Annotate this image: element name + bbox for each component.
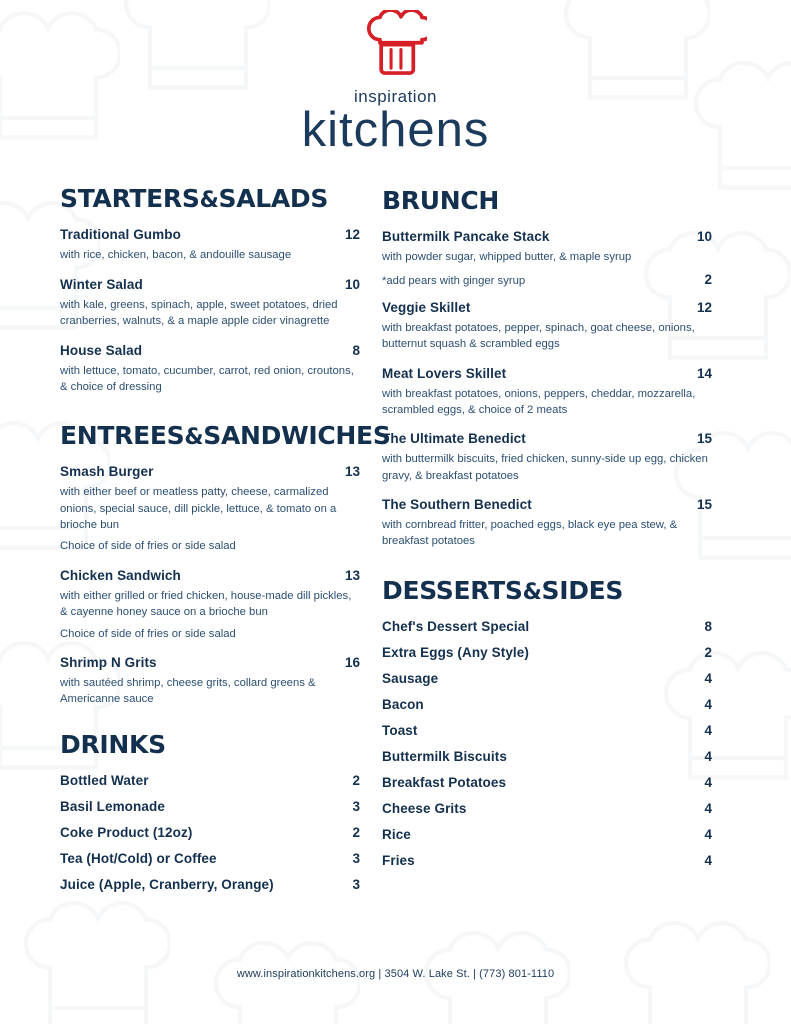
menu-item	[60, 825, 360, 840]
menu-item-price: 4	[704, 826, 712, 842]
menu-item-name: Meat Lovers Skillet	[382, 365, 507, 381]
section-title-entrees	[60, 421, 391, 451]
menu-item	[382, 497, 712, 550]
menu-item-name: The Ultimate Benedict	[382, 431, 526, 447]
brand-name: inspiration	[354, 87, 437, 106]
menu-item-price: 4	[704, 800, 712, 816]
ampersand: &	[522, 579, 542, 605]
menu-item-price: 13	[344, 464, 360, 480]
section-title-desserts-main: DESSERTS	[382, 575, 523, 605]
menu-item-price: 4	[704, 852, 712, 868]
menu-item-name: Shrimp N Grits	[60, 654, 157, 670]
menu-item-name: Buttermilk Pancake Stack	[382, 229, 550, 245]
footer-contact: www.inspirationkitchens.org | 3504 W. Lake St. | (773) 801-1110	[236, 968, 555, 980]
section-title-starters-main: STARTERS	[60, 184, 200, 214]
menu-item-description: with buttermilk biscuits, fried chicken, sunny-side up egg, chicken gravy, & breakfast potatoes	[382, 453, 708, 482]
menu-item-row	[382, 300, 712, 315]
menu-item-name: Rice	[382, 826, 411, 842]
menu-item	[382, 749, 712, 764]
menu-item-price: 4	[704, 774, 712, 790]
menu-item-price: 4	[704, 670, 712, 686]
menu-item-description: with either grilled or fried chicken, house-made dill pickles, & cayenne honey sauce on a brioche bun	[60, 589, 352, 619]
menu-item-row	[60, 227, 360, 242]
menu-item	[60, 227, 360, 263]
menu-item-name: Toast	[382, 722, 418, 738]
menu-item-price: 14	[696, 365, 712, 381]
menu-item	[60, 568, 360, 642]
menu-item-row	[382, 366, 712, 381]
menu-item-description: with either beef or meatless patty, cheese, carmalized onions, special sauce, dill pickle, lettuce, & tomato on a brioche bun	[60, 486, 337, 532]
menu-item-price: 12	[344, 227, 360, 243]
menu-item-price: 3	[352, 850, 360, 866]
menu-item-row	[60, 655, 360, 670]
menu-item	[382, 723, 712, 738]
menu-item	[382, 229, 712, 286]
section-title-desserts-sub: SIDES	[541, 575, 624, 605]
section-title-entrees-sub: SANDWICHES	[203, 421, 391, 451]
menu-item-name: Bottled Water	[60, 772, 149, 788]
menu-columns	[0, 156, 791, 902]
menu-item-price: 15	[696, 497, 712, 513]
menu-item	[382, 697, 712, 712]
menu-item-name: Breakfast Potatoes	[382, 774, 507, 790]
menu-item	[60, 773, 360, 788]
menu-item	[60, 799, 360, 814]
menu-item-price: 15	[696, 431, 712, 447]
menu-item-name: Coke Product (12oz)	[60, 824, 193, 840]
menu-item	[382, 775, 712, 790]
menu-item-note: Choice of side of fries or side salad	[60, 627, 236, 640]
menu-item	[382, 827, 712, 842]
menu-item-name: Buttermilk Biscuits	[382, 748, 507, 764]
menu-item-price: 10	[344, 276, 360, 292]
ampersand: &	[199, 188, 219, 214]
menu-item-price: 2	[352, 772, 360, 788]
menu-item	[60, 343, 360, 396]
menu-item-row	[60, 464, 360, 479]
menu-item	[382, 431, 712, 484]
brand-wordmark: kitchens	[301, 103, 490, 157]
menu-item-description: with lettuce, tomato, cucumber, carrot, red onion, croutons, & choice of dressing	[60, 364, 354, 393]
menu-column-left	[60, 184, 391, 902]
menu-item-price: 2	[704, 644, 712, 660]
menu-item-name: Bacon	[382, 696, 424, 712]
menu-item	[382, 853, 712, 868]
menu-item-name: Basil Lemonade	[60, 798, 165, 814]
section-title-desserts	[382, 576, 712, 605]
menu-item-price: 4	[704, 722, 712, 738]
chef-hat-logo-icon	[365, 10, 427, 83]
menu-item	[60, 851, 360, 866]
menu-item-price: 2	[352, 824, 360, 840]
menu-item-description: with breakfast potatoes, pepper, spinach, goat cheese, onions, butternut squash & scrambled eggs	[382, 321, 695, 351]
menu-item-name: Smash Burger	[60, 464, 154, 480]
brand-header	[0, 0, 791, 156]
menu-item	[60, 877, 360, 892]
menu-item-description: with kale, greens, spinach, apple, sweet potatoes, dried cranberries, walnuts, & a maple apple cider vinagrette	[60, 298, 338, 328]
menu-item	[382, 619, 712, 634]
menu-item-note: Choice of side of fries or side salad	[60, 540, 236, 553]
menu-item-row	[60, 568, 360, 583]
menu-item-row	[382, 229, 712, 244]
menu-item-description: with powder sugar, whipped butter, & maple syrup	[382, 251, 632, 264]
menu-item-price: 10	[696, 229, 712, 245]
menu-item-name: House Salad	[60, 342, 143, 358]
menu-item-name: Chicken Sandwich	[60, 567, 181, 583]
ampersand: &	[184, 425, 204, 451]
menu-item-row	[60, 277, 360, 292]
menu-item-row	[382, 431, 712, 446]
menu-item-price: 3	[352, 876, 360, 892]
menu-item-addon-row	[382, 272, 712, 287]
menu-item-price: 8	[352, 342, 360, 358]
menu-item-name: Cheese Grits	[382, 800, 467, 816]
menu-item-row	[382, 497, 712, 512]
menu-item-description: with breakfast potatoes, onions, peppers, cheddar, mozzarella, scrambled eggs, & choice of 2 meats	[382, 387, 696, 416]
menu-item-price: 12	[696, 299, 712, 315]
menu-item-price: 4	[704, 696, 712, 712]
menu-item-name: Fries	[382, 852, 415, 868]
menu-item-row	[60, 343, 360, 358]
section-title-brunch: BRUNCH	[382, 186, 499, 216]
menu-item	[60, 464, 360, 555]
menu-item-price: 4	[704, 748, 712, 764]
menu-item	[382, 801, 712, 816]
menu-item-description: with sautéed shrimp, cheese grits, collard greens & Americanne sauce	[60, 676, 316, 706]
menu-item-name: Veggie Skillet	[382, 299, 471, 315]
section-title-starters-sub: SALADS	[218, 184, 329, 214]
menu-item-name: The Southern Benedict	[382, 497, 532, 513]
section-title-starters	[60, 184, 360, 213]
menu-item-name: Traditional Gumbo	[60, 227, 181, 243]
menu-item-price: 13	[344, 567, 360, 583]
menu-item-name: Chef's Dessert Special	[382, 618, 530, 634]
section-title-entrees-main: ENTREES	[60, 421, 185, 451]
menu-item-addon-label: *add pears with ginger syrup	[382, 274, 526, 287]
menu-item-addon-price: 2	[704, 271, 712, 287]
menu-item	[60, 655, 360, 708]
menu-item-name: Juice (Apple, Cranberry, Orange)	[60, 876, 274, 892]
menu-item	[382, 300, 712, 353]
menu-item	[382, 366, 712, 419]
menu-item	[382, 645, 712, 660]
menu-item-price: 16	[344, 654, 360, 670]
menu-item-name: Sausage	[382, 670, 439, 686]
menu-item-description: with cornbread fritter, poached eggs, black eye pea stew, & breakfast potatoes	[382, 519, 678, 548]
menu-item-name: Winter Salad	[60, 276, 143, 292]
menu-item-price: 8	[704, 618, 712, 634]
menu-column-right	[382, 184, 712, 902]
menu-item-price: 3	[352, 798, 360, 814]
menu-item	[60, 277, 360, 330]
menu-item	[382, 671, 712, 686]
menu-item-name: Tea (Hot/Cold) or Coffee	[60, 850, 217, 866]
section-title-drinks: DRINKS	[60, 729, 166, 759]
menu-item-description: with rice, chicken, bacon, & andouille sausage	[60, 249, 292, 262]
menu-item-name: Extra Eggs (Any Style)	[382, 644, 529, 660]
